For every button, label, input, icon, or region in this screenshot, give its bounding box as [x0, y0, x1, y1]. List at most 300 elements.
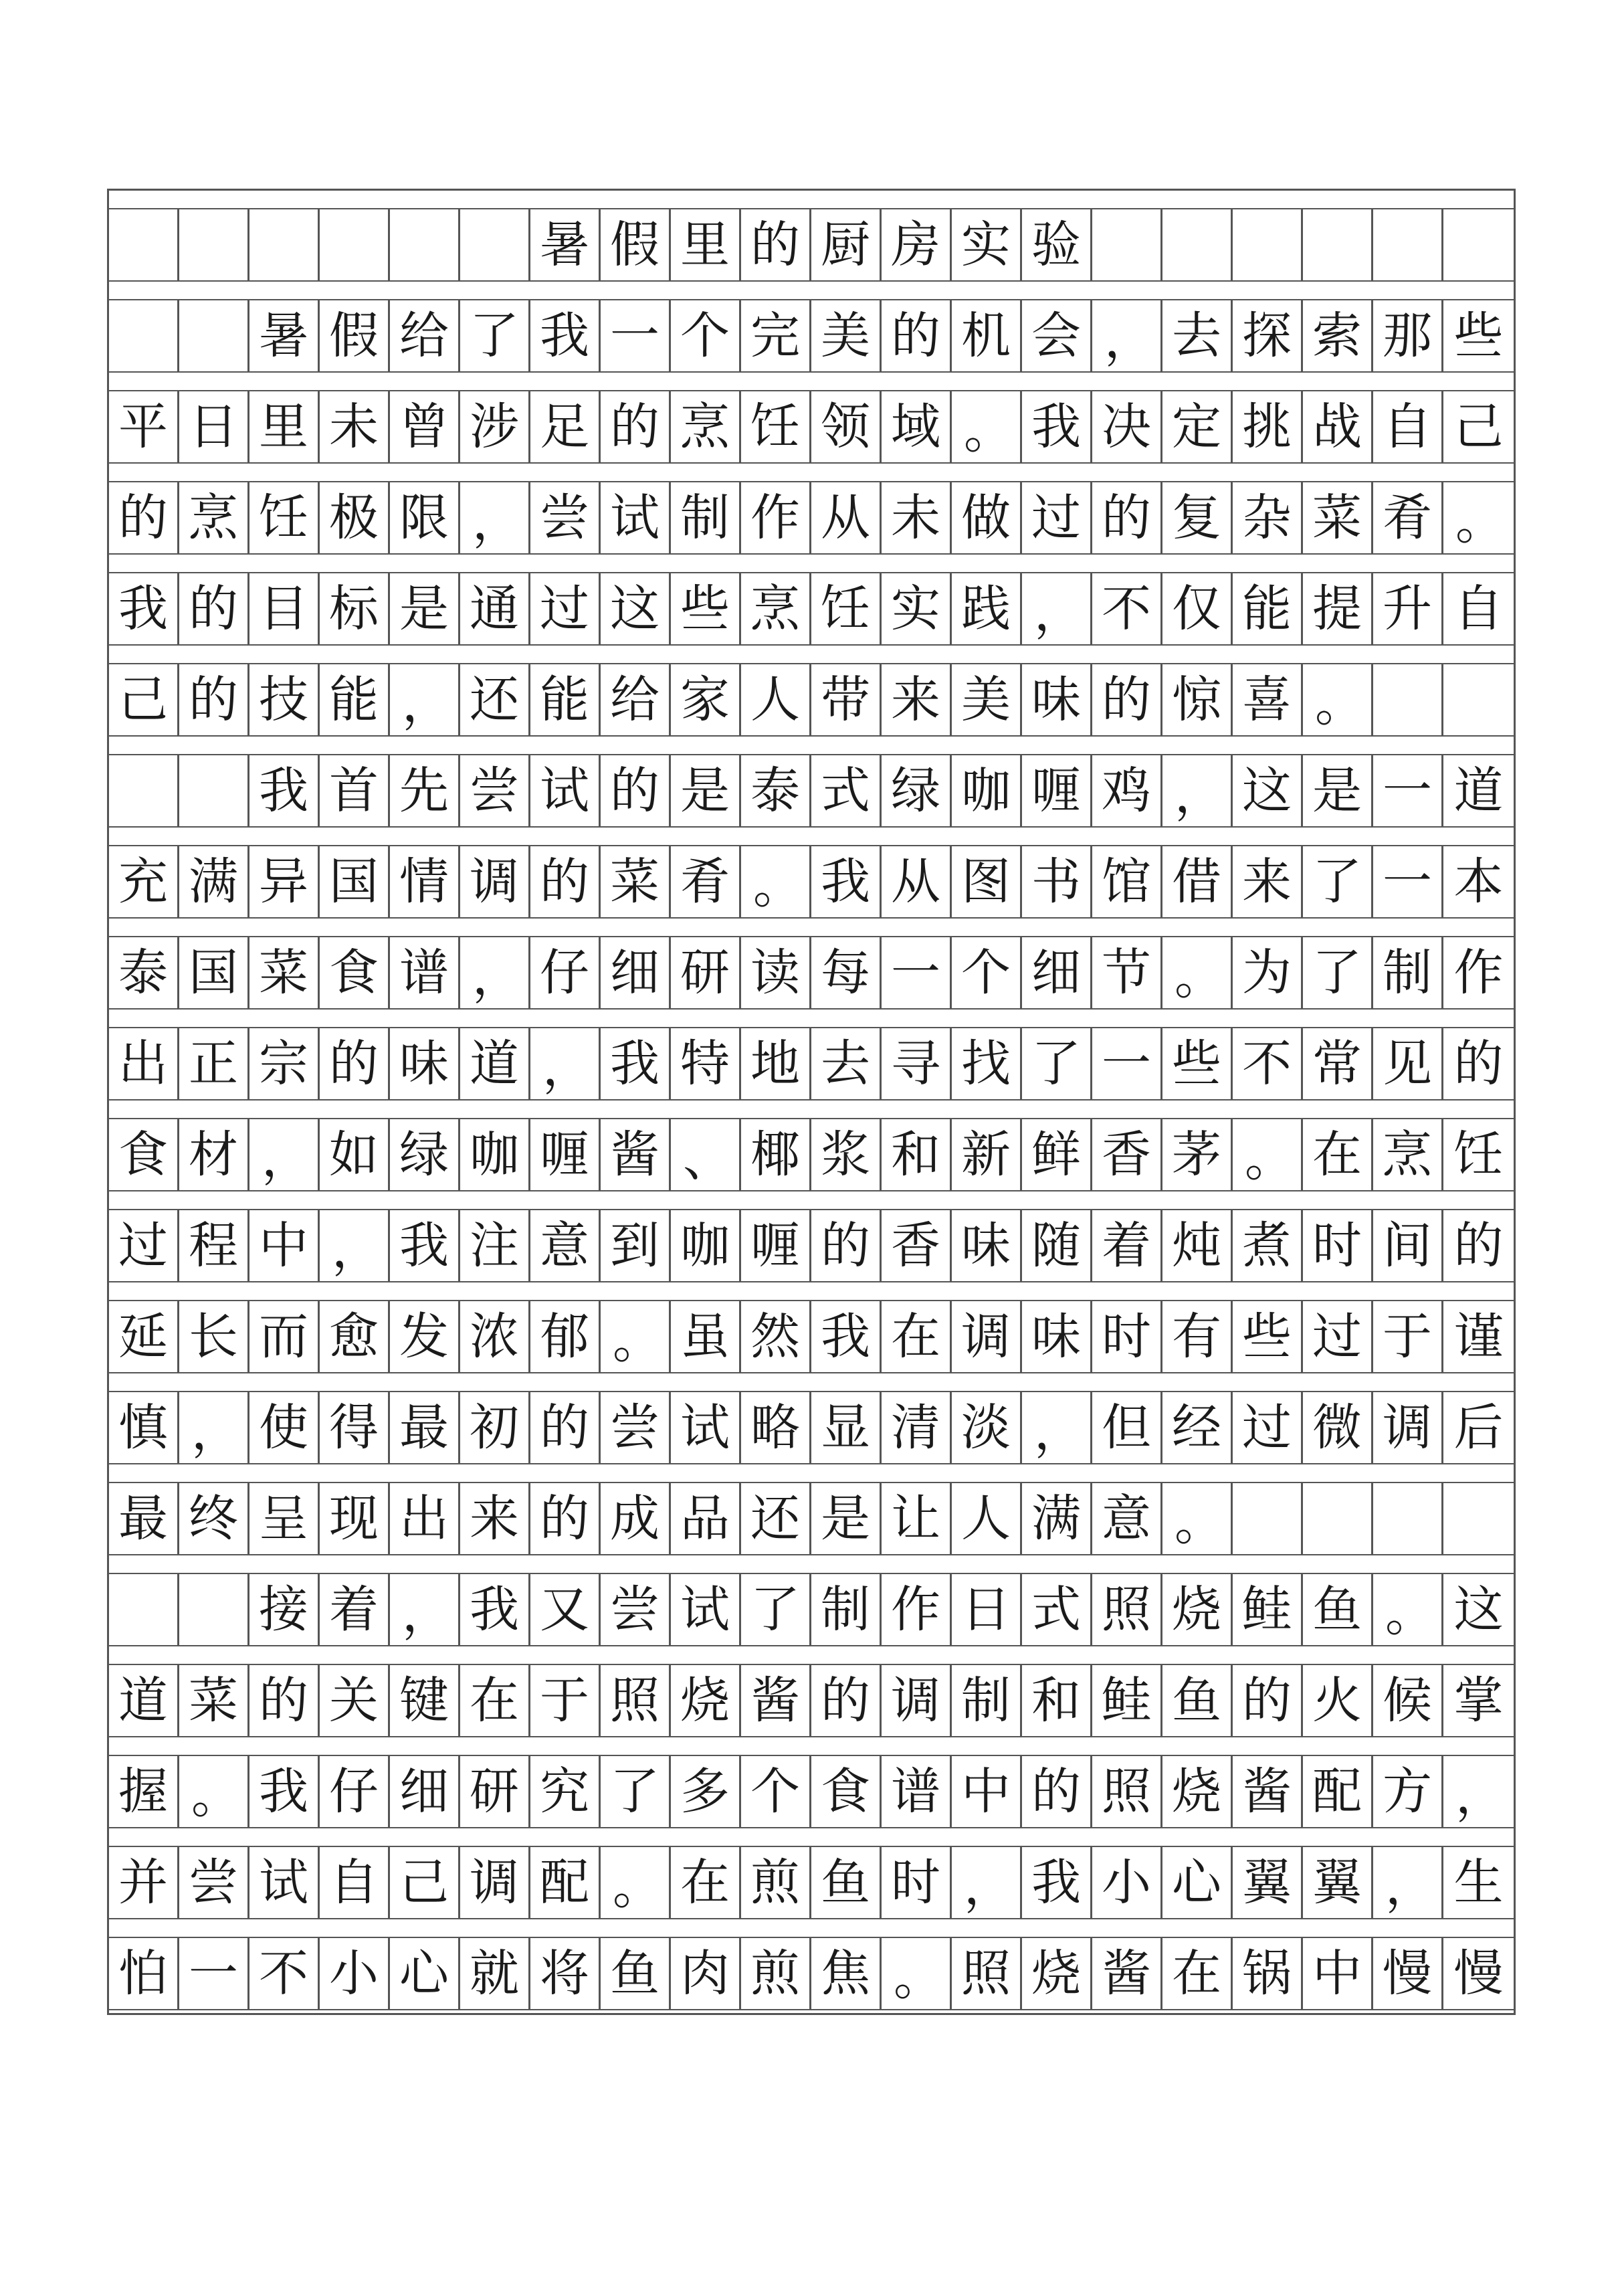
- grid-cell: 肉: [671, 1938, 741, 2009]
- grid-cell: 而: [249, 1301, 320, 1372]
- grid-cell: 假: [320, 300, 390, 371]
- grid-cell: 我: [1022, 1847, 1092, 1918]
- grid-cell: 平: [109, 391, 179, 462]
- row-spacer: [109, 1646, 1514, 1665]
- grid-cell: 家: [671, 664, 741, 735]
- grid-cell: 让: [882, 1483, 952, 1554]
- grid-cell: 做: [952, 482, 1022, 553]
- grid-cell: 肴: [1373, 482, 1443, 553]
- grid-cell: 的: [1022, 1756, 1092, 1827]
- grid-cell: 喱: [530, 1119, 601, 1190]
- grid-cell: 生: [1453, 1854, 1504, 1911]
- grid-cell: 的: [249, 1665, 320, 1736]
- grid-cell: 见: [1373, 1028, 1443, 1099]
- grid-cell: 了: [460, 300, 530, 371]
- grid-cell: 于: [530, 1665, 601, 1736]
- grid-cell: 带: [811, 664, 882, 735]
- grid-cell: 未: [320, 391, 390, 462]
- grid-cell: 饪: [741, 391, 811, 462]
- grid-cell: 调: [1373, 1392, 1443, 1463]
- grid-cell: 烧: [1022, 1938, 1092, 2009]
- grid-cell: 酱: [1233, 1756, 1303, 1827]
- grid-cell: 香: [882, 1210, 952, 1281]
- grid-cell: 味: [952, 1210, 1022, 1281]
- grid-cell: 里: [249, 391, 320, 462]
- grid-cell: [1443, 1483, 1514, 1554]
- grid-cell: 些: [1233, 1301, 1303, 1372]
- grid-cell: 满: [179, 846, 249, 917]
- grid-cell: 未: [882, 482, 952, 553]
- grid-cell: 品: [671, 1483, 741, 1554]
- grid-cell: 愈: [320, 1301, 390, 1372]
- row-spacer: [109, 1101, 1514, 1119]
- grid-cell: 能: [530, 664, 601, 735]
- row-spacer: [109, 1555, 1514, 1574]
- grid-cell: ，: [530, 1028, 601, 1099]
- grid-cell: 细: [1022, 937, 1092, 1008]
- text-row: [109, 573, 1514, 646]
- grid-cell: 食: [320, 937, 390, 1008]
- grid-cell: 节: [1092, 937, 1162, 1008]
- grid-cell: 尝: [601, 1574, 671, 1645]
- grid-cell: 、: [671, 1119, 741, 1190]
- grid-cell: 酱: [741, 1665, 811, 1736]
- grid-cell: 作: [882, 1574, 952, 1645]
- grid-cell: 谱: [882, 1756, 952, 1827]
- grid-cell: 来: [460, 1483, 530, 1554]
- grid-cell: 那: [1373, 300, 1443, 371]
- grid-cell: 来: [1233, 846, 1303, 917]
- grid-cell: 最: [109, 1483, 179, 1554]
- grid-cell: 借: [1162, 846, 1233, 917]
- grid-cell: 足: [530, 391, 601, 462]
- grid-cell: [1092, 209, 1162, 280]
- grid-cell: 尝: [179, 1847, 249, 1918]
- grid-cell: 美: [952, 664, 1022, 735]
- grid-cell: 日: [179, 391, 249, 462]
- grid-cell: 得: [320, 1392, 390, 1463]
- grid-cell: 烹: [1373, 1119, 1443, 1190]
- grid-cell: 去: [811, 1028, 882, 1099]
- grid-cell: 升: [1373, 573, 1443, 644]
- grid-cell: 鱼: [1303, 1574, 1373, 1645]
- grid-cell: 于: [1373, 1301, 1443, 1372]
- grid-cell: 试: [530, 755, 601, 826]
- grid-cell: 的: [320, 1028, 390, 1099]
- grid-cell: 我: [601, 1028, 671, 1099]
- grid-cell: 的: [601, 391, 671, 462]
- row-spacer: [109, 282, 1514, 300]
- grid-cell: 我: [811, 846, 882, 917]
- grid-cell: 战: [1303, 391, 1373, 462]
- grid-cell: 给: [390, 300, 460, 371]
- grid-cell: 。: [741, 846, 811, 917]
- grid-cell: 图: [952, 846, 1022, 917]
- grid-cell: 然: [741, 1301, 811, 1372]
- grid-cell: 掌: [1453, 1672, 1504, 1729]
- grid-cell: 人: [741, 664, 811, 735]
- grid-cell: 能: [320, 664, 390, 735]
- grid-cell: [179, 1574, 249, 1645]
- grid-cell: [1373, 664, 1443, 735]
- grid-cell: 新: [952, 1119, 1022, 1190]
- row-spacer: [109, 1464, 1514, 1483]
- grid-cell: 的: [179, 573, 249, 644]
- grid-cell: 地: [741, 1028, 811, 1099]
- grid-cell: ，: [1373, 1847, 1443, 1918]
- grid-cell: 的: [109, 482, 179, 553]
- grid-cell: 绿: [390, 1119, 460, 1190]
- grid-cell: 长: [179, 1301, 249, 1372]
- grid-cell: 研: [460, 1756, 530, 1827]
- grid-cell: 个: [671, 300, 741, 371]
- grid-cell: 道: [109, 1665, 179, 1736]
- grid-cell: 烹: [741, 573, 811, 644]
- grid-cell: 喱: [741, 1210, 811, 1281]
- grid-cell: 炖: [1162, 1210, 1233, 1281]
- grid-cell: 但: [1092, 1392, 1162, 1463]
- grid-cell: 我: [1022, 391, 1092, 462]
- row-spacer: [109, 646, 1514, 664]
- grid-cell: 仔: [320, 1756, 390, 1827]
- grid-cell: 调: [952, 1301, 1022, 1372]
- grid-cell: 焦: [811, 1938, 882, 2009]
- grid-cell: 馆: [1092, 846, 1162, 917]
- grid-cell: 了: [601, 1756, 671, 1827]
- grid-cell: ，: [390, 664, 460, 735]
- grid-cell: 是: [390, 573, 460, 644]
- grid-cell: 些: [1162, 1028, 1233, 1099]
- grid-cell: 终: [179, 1483, 249, 1554]
- grid-cell: 谱: [390, 937, 460, 1008]
- grid-cell: 仔: [530, 937, 601, 1008]
- grid-cell: 方: [1373, 1756, 1443, 1827]
- grid-cell: 从: [882, 846, 952, 917]
- grid-cell: 了: [1303, 937, 1373, 1008]
- grid-cell: 道: [1453, 762, 1504, 820]
- grid-cell: 宗: [249, 1028, 320, 1099]
- grid-cell: 决: [1092, 391, 1162, 462]
- grid-cell: 制: [671, 482, 741, 553]
- grid-cell: 心: [390, 1938, 460, 2009]
- row-spacer: [109, 373, 1514, 391]
- grid-cell: 尝: [460, 755, 530, 826]
- grid-cell: 中: [1303, 1938, 1373, 2009]
- grid-cell: 煮: [1233, 1210, 1303, 1281]
- grid-cell: 略: [741, 1392, 811, 1463]
- row-spacer: [109, 919, 1514, 937]
- grid-cell: 常: [1303, 1028, 1373, 1099]
- grid-cell: 过: [530, 573, 601, 644]
- grid-cell: 又: [530, 1574, 601, 1645]
- grid-cell: 配: [1303, 1756, 1373, 1827]
- grid-cell: ，: [952, 1847, 1022, 1918]
- text-row: [109, 1392, 1514, 1464]
- row-spacer: [109, 828, 1514, 846]
- text-row: [109, 300, 1514, 373]
- grid-cell: 复: [1162, 482, 1233, 553]
- grid-cell: 了: [1022, 1028, 1092, 1099]
- grid-cell: 美: [811, 300, 882, 371]
- grid-cell: 找: [952, 1028, 1022, 1099]
- grid-cell: 最: [390, 1392, 460, 1463]
- grid-cell: 绿: [882, 755, 952, 826]
- grid-cell: 饪: [1453, 1126, 1504, 1183]
- grid-cell: 有: [1162, 1301, 1233, 1372]
- grid-cell: ，: [460, 482, 530, 553]
- grid-cell: 些: [671, 573, 741, 644]
- grid-cell: 里: [671, 209, 741, 280]
- grid-cell: 翼: [1303, 1847, 1373, 1918]
- text-row: [109, 1028, 1514, 1101]
- grid-cell: 来: [882, 664, 952, 735]
- grid-cell: 一: [882, 937, 952, 1008]
- grid-cell: 异: [249, 846, 320, 917]
- grid-cell: 味: [390, 1028, 460, 1099]
- row-spacer: [109, 555, 1514, 573]
- text-row: [109, 755, 1514, 828]
- grid-cell: 在: [1162, 1938, 1233, 2009]
- grid-cell: 探: [1233, 300, 1303, 371]
- row-spacer: [109, 1828, 1514, 1847]
- grid-cell: 我: [390, 1210, 460, 1281]
- grid-cell: 过: [109, 1210, 179, 1281]
- grid-cell: 鲑: [1233, 1574, 1303, 1645]
- grid-cell: 制: [811, 1574, 882, 1645]
- grid-cell: 使: [249, 1392, 320, 1463]
- grid-cell: 的: [1453, 1217, 1504, 1274]
- text-row: [109, 1574, 1514, 1646]
- grid-cell: 细: [601, 937, 671, 1008]
- grid-cell: 限: [390, 482, 460, 553]
- grid-cell: 。: [1373, 1574, 1443, 1645]
- grid-cell: 发: [390, 1301, 460, 1372]
- grid-cell: 。: [601, 1847, 671, 1918]
- grid-cell: 照: [601, 1665, 671, 1736]
- grid-cell: 菜: [601, 846, 671, 917]
- grid-cell: 照: [1092, 1756, 1162, 1827]
- grid-cell: 微: [1303, 1392, 1373, 1463]
- grid-cell: 己: [109, 664, 179, 735]
- grid-cell: 在: [1303, 1119, 1373, 1190]
- grid-cell: ，: [1022, 1392, 1092, 1463]
- grid-cell: 自: [1453, 580, 1504, 638]
- grid-cell: 我: [460, 1574, 530, 1645]
- grid-cell: 特: [671, 1028, 741, 1099]
- grid-cell: 过: [1233, 1392, 1303, 1463]
- grid-cell: 饪: [249, 482, 320, 553]
- grid-cell: 不: [1092, 573, 1162, 644]
- grid-cell: 延: [109, 1301, 179, 1372]
- grid-cell: 将: [530, 1938, 601, 2009]
- grid-cell: 的: [1453, 1035, 1504, 1092]
- text-row: [109, 846, 1514, 919]
- grid-cell: [109, 755, 179, 826]
- grid-cell: 式: [1022, 1574, 1092, 1645]
- grid-cell: 过: [1303, 1301, 1373, 1372]
- grid-cell: 作: [1453, 944, 1504, 1001]
- grid-cell: 经: [1162, 1392, 1233, 1463]
- grid-cell: 到: [601, 1210, 671, 1281]
- text-row: [109, 664, 1514, 737]
- grid-cell: 试: [601, 482, 671, 553]
- grid-cell: ，: [1022, 573, 1092, 644]
- grid-cell: 惊: [1162, 664, 1233, 735]
- row-spacer: [109, 1191, 1514, 1210]
- grid-cell: [390, 209, 460, 280]
- grid-cell: 慢: [1373, 1938, 1443, 2009]
- grid-cell: 煎: [741, 1847, 811, 1918]
- row-spacer: [109, 1737, 1514, 1756]
- grid-cell: 茅: [1162, 1119, 1233, 1190]
- grid-cell: 咖: [952, 755, 1022, 826]
- grid-cell: 一: [179, 1938, 249, 2009]
- grid-cell: 烹: [671, 391, 741, 462]
- grid-cell: 本: [1453, 853, 1504, 911]
- grid-cell: 的: [882, 300, 952, 371]
- grid-cell: 我: [811, 1301, 882, 1372]
- grid-cell: 调: [460, 1847, 530, 1918]
- grid-cell: 味: [1022, 1301, 1092, 1372]
- grid-cell: 慢: [1453, 1945, 1504, 2002]
- title-row: [109, 209, 1514, 282]
- grid-cell: [1373, 1483, 1443, 1554]
- grid-cell: 不: [249, 1938, 320, 2009]
- grid-cell: [179, 209, 249, 280]
- grid-cell: 后: [1453, 1399, 1504, 1456]
- row-spacer: [109, 1010, 1514, 1028]
- grid-cell: 践: [952, 573, 1022, 644]
- grid-cell: 鸡: [1092, 755, 1162, 826]
- grid-cell: [1162, 209, 1233, 280]
- row-spacer: [109, 1919, 1514, 1938]
- row-spacer: [109, 464, 1514, 482]
- grid-cell: 验: [1022, 209, 1092, 280]
- grid-cell: 领: [811, 391, 882, 462]
- grid-cell: 谨: [1453, 1308, 1504, 1365]
- grid-cell: 菜: [179, 1665, 249, 1736]
- grid-cell: 出: [390, 1483, 460, 1554]
- grid-cell: 咖: [460, 1119, 530, 1190]
- grid-cell: [1303, 1483, 1373, 1554]
- text-row: [109, 1938, 1514, 2010]
- text-row: [109, 937, 1514, 1010]
- grid-cell: 的: [1233, 1665, 1303, 1736]
- grid-cell: 是: [671, 755, 741, 826]
- text-row: [109, 482, 1514, 555]
- grid-cell: 尝: [601, 1392, 671, 1463]
- grid-cell: 我: [109, 573, 179, 644]
- grid-cell: [460, 209, 530, 280]
- row-spacer: [109, 1373, 1514, 1392]
- grid-cell: 先: [390, 755, 460, 826]
- grid-cell: 和: [1022, 1665, 1092, 1736]
- grid-cell: 握: [109, 1756, 179, 1827]
- grid-cell: 通: [460, 573, 530, 644]
- grid-cell: 的: [179, 664, 249, 735]
- grid-cell: 烧: [671, 1665, 741, 1736]
- grid-cell: [1303, 209, 1373, 280]
- grid-cell: 现: [320, 1483, 390, 1554]
- grid-cell: 鱼: [811, 1847, 882, 1918]
- grid-cell: 程: [179, 1210, 249, 1281]
- grid-cell: [1233, 209, 1303, 280]
- grid-cell: [179, 755, 249, 826]
- grid-cell: [109, 300, 179, 371]
- text-row: [109, 1756, 1514, 1828]
- grid-cell: 意: [1092, 1483, 1162, 1554]
- grid-cell: 人: [952, 1483, 1022, 1554]
- grid-cell: 郁: [530, 1301, 601, 1372]
- grid-cell: 中: [249, 1210, 320, 1281]
- grid-cell: 暑: [530, 209, 601, 280]
- grid-cell: 能: [1233, 573, 1303, 644]
- grid-cell: 了: [741, 1574, 811, 1645]
- grid-cell: 的: [811, 1210, 882, 1281]
- grid-cell: 会: [1022, 300, 1092, 371]
- grid-cell: 了: [1303, 846, 1373, 917]
- grid-cell: ，: [1455, 1767, 1505, 1824]
- grid-cell: [249, 209, 320, 280]
- grid-cell: 己: [390, 1847, 460, 1918]
- grid-cell: 还: [460, 664, 530, 735]
- grid-cell: 我: [249, 1756, 320, 1827]
- grid-cell: 饪: [811, 573, 882, 644]
- grid-cell: [109, 209, 179, 280]
- grid-cell: 自: [320, 1847, 390, 1918]
- grid-cell: 照: [1092, 1574, 1162, 1645]
- grid-cell: 给: [601, 664, 671, 735]
- grid-cell: 。: [1303, 664, 1373, 735]
- grid-cell: 淡: [952, 1392, 1022, 1463]
- grid-cell: 味: [1022, 664, 1092, 735]
- grid-cell: 充: [109, 846, 179, 917]
- grid-cell: 每: [811, 937, 882, 1008]
- grid-cell: 制: [1373, 937, 1443, 1008]
- grid-cell: 我: [249, 755, 320, 826]
- grid-cell: 。: [1162, 1483, 1233, 1554]
- grid-cell: ，: [390, 1574, 460, 1645]
- grid-cell: 国: [179, 937, 249, 1008]
- grid-cell: 读: [741, 937, 811, 1008]
- grid-cell: 个: [952, 937, 1022, 1008]
- grid-cell: 日: [952, 1574, 1022, 1645]
- grid-cell: 泰: [109, 937, 179, 1008]
- grid-cell: [179, 300, 249, 371]
- grid-cell: 国: [320, 846, 390, 917]
- grid-cell: 酱: [1092, 1938, 1162, 2009]
- grid-cell: 情: [390, 846, 460, 917]
- grid-cell: 的: [811, 1665, 882, 1736]
- grid-cell: 己: [1453, 398, 1504, 456]
- text-row: [109, 1847, 1514, 1919]
- grid-cell: 挑: [1233, 391, 1303, 462]
- row-spacer: [109, 191, 1514, 209]
- text-row: [109, 1483, 1514, 1555]
- grid-cell: 一: [1373, 755, 1443, 826]
- grid-cell: 定: [1162, 391, 1233, 462]
- grid-cell: 清: [882, 1392, 952, 1463]
- text-row: [109, 391, 1514, 464]
- row-spacer: [109, 737, 1514, 755]
- grid-cell: 喱: [1022, 755, 1092, 826]
- grid-cell: 着: [320, 1574, 390, 1645]
- grid-cell: 索: [1303, 300, 1373, 371]
- text-row: [109, 1301, 1514, 1373]
- grid-cell: 这: [1233, 755, 1303, 826]
- grid-cell: 完: [741, 300, 811, 371]
- grid-cell: [1443, 664, 1514, 735]
